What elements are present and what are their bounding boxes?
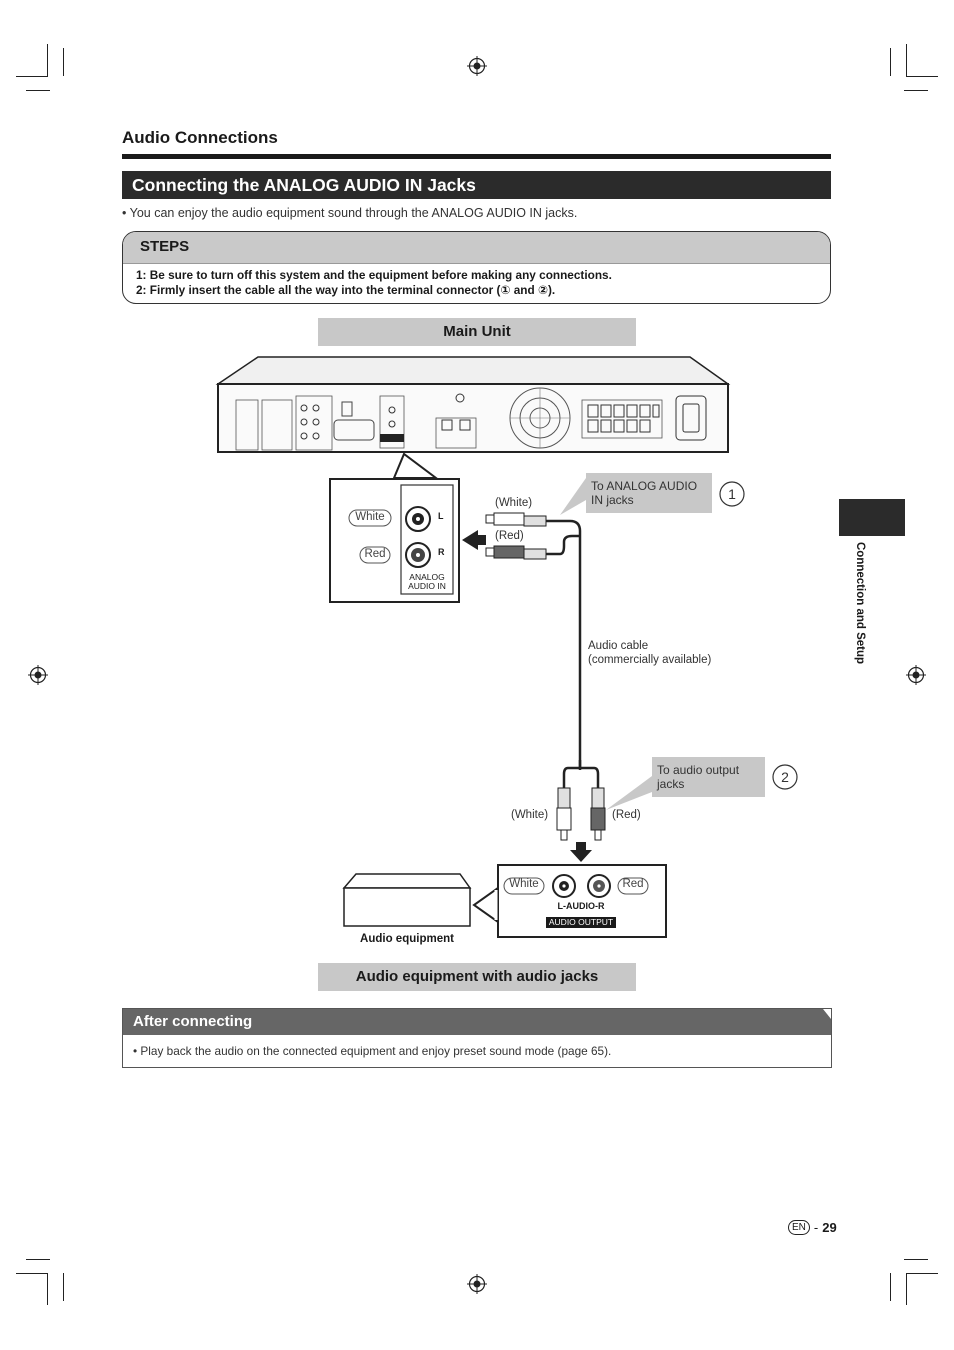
audio-equipment-box xyxy=(344,874,470,926)
intro-text: • You can enjoy the audio equipment sound through the ANALOG AUDIO IN jacks. xyxy=(122,206,578,220)
white-jack-label: White xyxy=(355,511,385,523)
audio-equipment-label: Audio equipment xyxy=(360,933,454,945)
side-tab xyxy=(839,499,905,536)
top-red-plug-label: (Red) xyxy=(495,530,524,542)
right-channel-label: R xyxy=(438,547,445,557)
main-unit-label: Main Unit xyxy=(318,318,636,346)
callout-line: To ANALOG AUDIO xyxy=(591,479,698,493)
callout-audio-output xyxy=(657,763,739,791)
l-audio-r-label: L-AUDIO-R xyxy=(557,901,605,911)
crop-mark xyxy=(890,1273,891,1301)
callout-line: To audio output xyxy=(657,763,740,777)
after-connecting-box xyxy=(122,1008,832,1068)
svg-text:2: 2 xyxy=(781,769,789,785)
step-item: 2: Firmly insert the cable all the way into the terminal connector (① and ②). xyxy=(136,283,556,297)
step-2-icon xyxy=(773,765,797,789)
bottom-red-plug-label: (Red) xyxy=(612,809,641,821)
caption-line: AUDIO IN xyxy=(408,581,446,591)
steps-title: STEPS xyxy=(140,238,190,255)
crop-mark xyxy=(16,1273,48,1274)
step-item: 1: Be sure to turn off this system and the equipment before making any connections. xyxy=(136,268,612,282)
page-heading-text: Connecting the ANALOG AUDIO IN Jacks xyxy=(132,175,476,195)
language-badge: EN xyxy=(788,1220,810,1235)
page-number: 29 xyxy=(822,1220,837,1235)
crop-mark xyxy=(906,1273,907,1305)
svg-text:1: 1 xyxy=(728,486,736,502)
red-jack-label: Red xyxy=(364,548,386,560)
crop-mark xyxy=(906,1273,938,1274)
audio-equipment-bar: Audio equipment with audio jacks xyxy=(318,963,636,991)
callout-analog-in xyxy=(591,479,697,507)
audio-cable-label xyxy=(588,639,711,667)
page-footer xyxy=(788,1220,837,1235)
bottom-white-plug-label: (White) xyxy=(511,809,549,821)
crop-mark xyxy=(26,1259,50,1260)
bottom-plugs xyxy=(557,788,605,840)
section-title: Audio Connections xyxy=(122,128,278,147)
callout-line: jacks xyxy=(657,777,685,791)
after-connecting-title: After connecting xyxy=(133,1013,253,1030)
crop-mark xyxy=(47,1273,48,1305)
step-1-icon xyxy=(720,482,744,506)
output-red-label: Red xyxy=(622,878,644,890)
cable-line: (commercially available) xyxy=(588,654,712,666)
callout-line: IN jacks xyxy=(591,493,634,507)
main-unit-rear-panel xyxy=(218,357,728,452)
caption-line: ANALOG xyxy=(409,572,445,582)
cable-line: Audio cable xyxy=(588,640,649,652)
left-channel-label: L xyxy=(438,511,444,521)
registration-mark-icon xyxy=(467,1274,487,1294)
audio-output-badge: AUDIO OUTPUT xyxy=(548,917,614,927)
crop-mark xyxy=(904,1259,928,1260)
output-white-label: White xyxy=(509,878,539,890)
top-white-plug-label: (White) xyxy=(495,497,533,509)
top-plugs xyxy=(486,513,580,770)
side-tab-label: Connection and Setup xyxy=(854,542,866,665)
analog-audio-in-caption xyxy=(403,573,451,591)
page-separator: - xyxy=(813,1220,819,1235)
after-connecting-text: • Play back the audio on the connected equipment and enjoy preset sound mode (page 65). xyxy=(133,1044,612,1058)
crop-mark xyxy=(63,1273,64,1301)
